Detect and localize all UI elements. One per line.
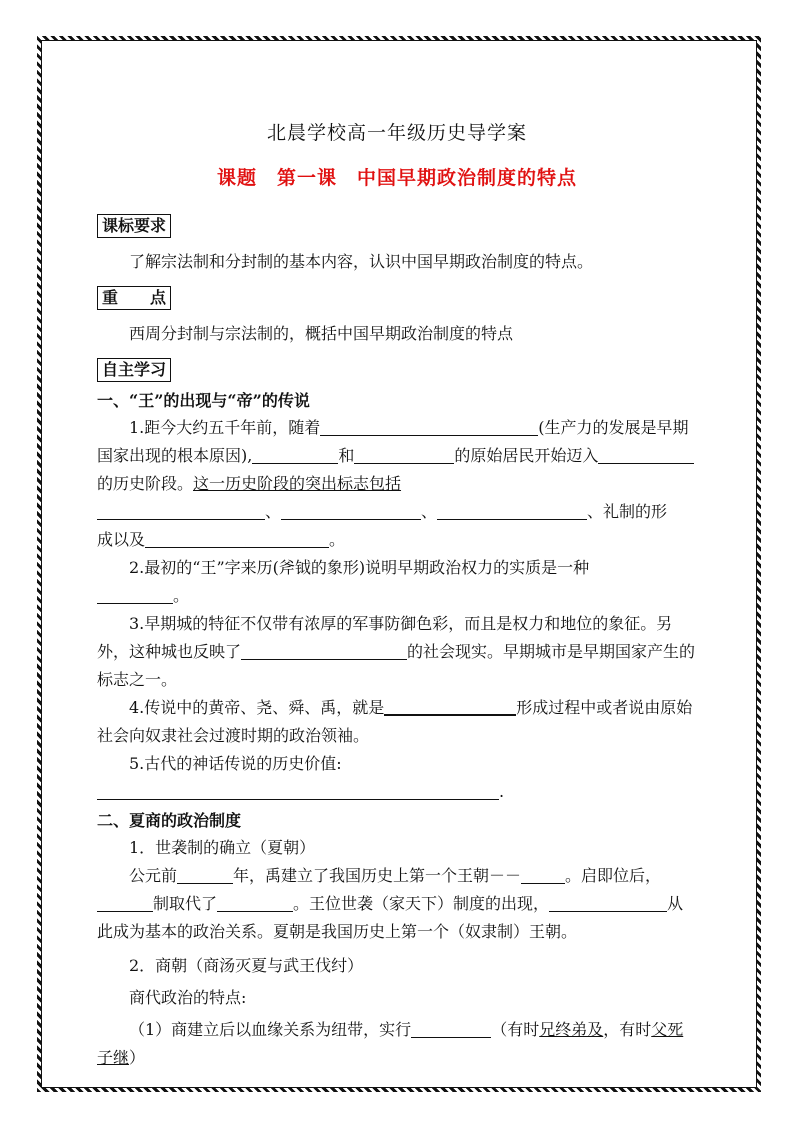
answer-blank[interactable] <box>384 696 516 716</box>
answer-blank[interactable] <box>549 893 667 912</box>
section-2-point-1: （1）商建立后以血缘关系为纽带，实行 （有时兄终弟及，有时父死子继） <box>97 1020 684 1067</box>
answer-blank[interactable] <box>598 445 694 464</box>
standards-label: 课标要求 <box>97 214 171 238</box>
question-4: 4.传说中的黄帝、尧、舜、禹，就是 形成过程中或者说由原始社会向奴隶社会过渡时期的政治领袖。 <box>97 698 693 745</box>
answer-blank[interactable] <box>411 1019 491 1038</box>
answer-blank[interactable] <box>354 445 454 464</box>
answer-blank[interactable] <box>97 893 153 912</box>
document-page <box>97 118 697 1072</box>
part2-heading: 二、夏商的政治制度 <box>97 811 242 830</box>
section-1-text: 公元前 年，禹建立了我国历史上第一个王朝－－ 。启即位后，制取代了 。王位世袭（家天下）制度的出现， 从此成为基本的政治关系。夏朝是我国历史上第一个（奴隶制）王朝。 <box>97 866 684 941</box>
section-1-title: 1．世袭制的确立（夏朝） <box>129 838 316 857</box>
answer-blank[interactable] <box>320 417 538 436</box>
answer-blank[interactable] <box>217 893 293 912</box>
standards-text: 了解宗法制和分封制的基本内容，认识中国早期政治制度的特点。 <box>129 252 594 271</box>
answer-blank[interactable] <box>521 865 565 884</box>
question-1-cont: 、 、 、礼制的形 成以及 。 <box>97 502 668 549</box>
lesson-title: 课题 第一课 中国早期政治制度的特点 <box>216 167 577 189</box>
answer-blank[interactable] <box>97 585 173 604</box>
part1-heading: 一、“王”的出现与“帝”的传说 <box>97 391 310 410</box>
school-title: 北晨学校高一年级历史导学案 <box>266 122 527 144</box>
answer-blank[interactable] <box>241 641 407 660</box>
question-2: 2.最初的“王”字来历(斧钺的象形)说明早期政治权力的实质是一种 。 <box>97 554 697 610</box>
section-2-title: 2．商朝（商汤灭夏与武王伐纣） <box>129 956 364 975</box>
key-point-text: 西周分封制与宗法制的，概括中国早期政治制度的特点 <box>129 324 514 343</box>
answer-blank[interactable] <box>252 445 338 464</box>
answer-blank[interactable] <box>437 501 587 520</box>
section-2-subtitle: 商代政治的特点: <box>129 988 247 1007</box>
answer-blank[interactable] <box>281 501 421 520</box>
answer-blank[interactable] <box>145 529 329 548</box>
question-5: 5.古代的神话传说的历史价值: . <box>97 750 697 806</box>
key-point-label: 重 点 <box>97 286 171 310</box>
self-study-label: 自主学习 <box>97 358 171 382</box>
answer-blank[interactable] <box>97 501 265 520</box>
answer-blank[interactable] <box>177 865 233 884</box>
answer-blank[interactable] <box>97 781 499 800</box>
question-1: 1.距今大约五千年前，随着 (生产力的发展是早期国家出现的根本原因), 和 的原始居民开始迈入的历史阶段。这一历史阶段的突出标志包括 <box>97 414 697 498</box>
question-3: 3.早期城的特征不仅带有浓厚的军事防御色彩，而且是权力和地位的象征。另外，这种城也反映了 的社会现实。早期城市是早期国家产生的标志之一。 <box>97 614 696 689</box>
